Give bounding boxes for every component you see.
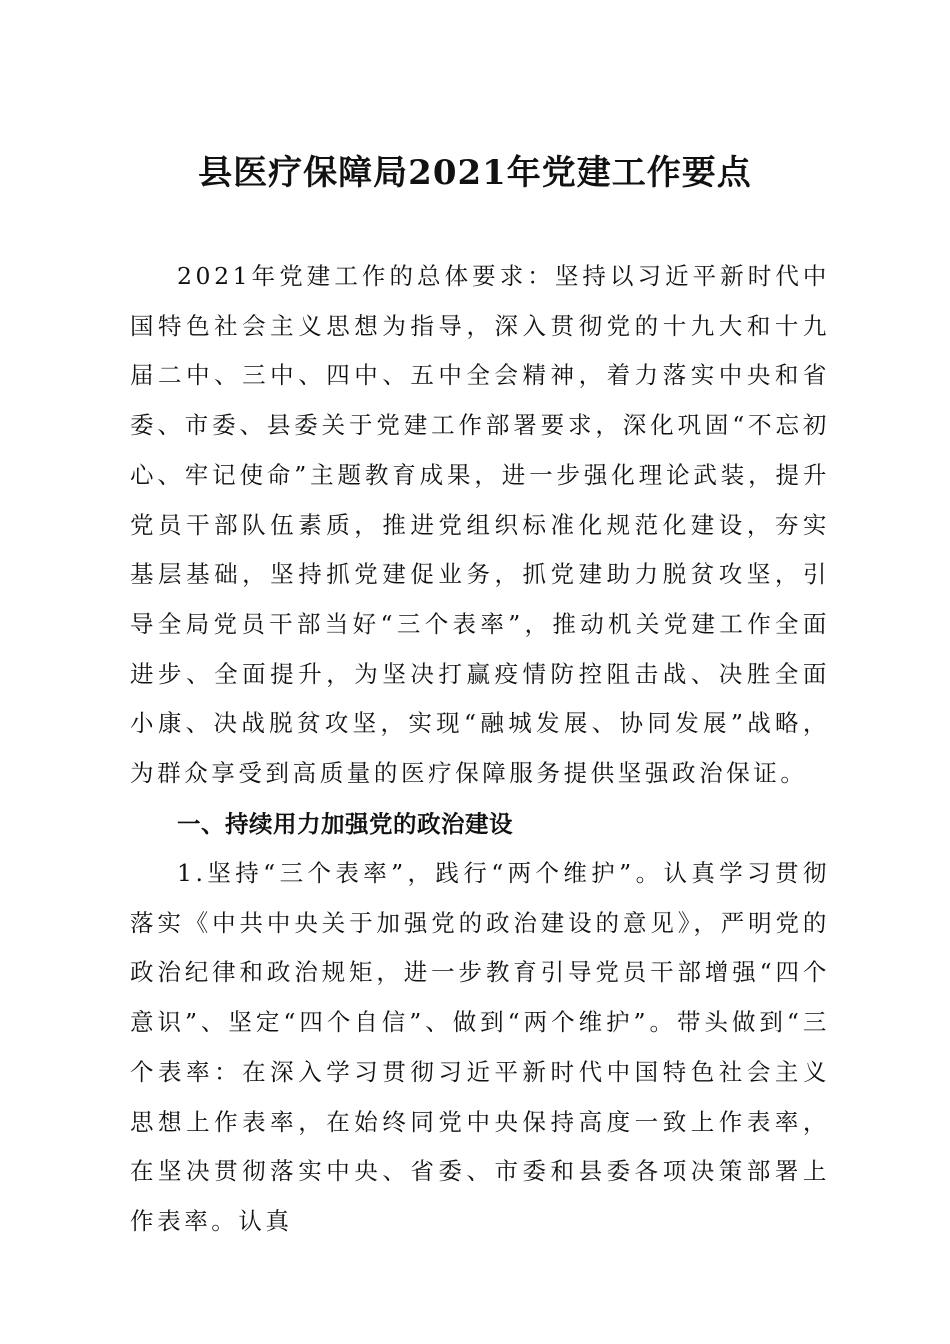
intro-paragraph: 2021年党建工作的总体要求：坚持以习近平新时代中国特色社会主义思想为指导，深入贯彻党的十九大和十九届二中、三中、四中、五中全会精神，着力落实中央和省委、市委、县委关于党建工作部署要求，深化巩固“不忘初心、牢记使命”主题教育成果，进一步强化理论武装，提升党员干部队伍素质，推进党组织标准化规范化建设，夯实基层基础，坚持抓党建促业务，抓党建助力脱贫攻坚，引导全局党员干部当好“三个表率”，推动机关党建工作全面进步、全面提升，为坚决打赢疫情防控阻击战、决胜全面小康、决战脱贫攻坚，实现“融城发展、协同发展”战略，为群众享受到高质量的医疗保障服务提供坚强政治保证。 [130, 262, 830, 788]
section-paragraph: 1.坚持“三个表率”，践行“两个维护”。认真学习贯彻落实《中共中央关于加强党的政治建设的意见》，严明党的政治纪律和政治规矩，进一步教育引导党员干部增强“四个意识”、坚定“四个自信”、做到“两个维护”。带头做到“三个表率：在深入学习贯彻习近平新时代中国特色社会主义思想上作表率，在始终同党中央保持高度一致上作表率，在坚决贯彻落实中央、省委、市委和县委各项决策部署上作表率。认真 [130, 859, 830, 1235]
document-title: 县医疗保障局2021年党建工作要点 [198, 153, 752, 193]
section-heading: 一、持续用力加强党的政治建设 [177, 810, 513, 838]
